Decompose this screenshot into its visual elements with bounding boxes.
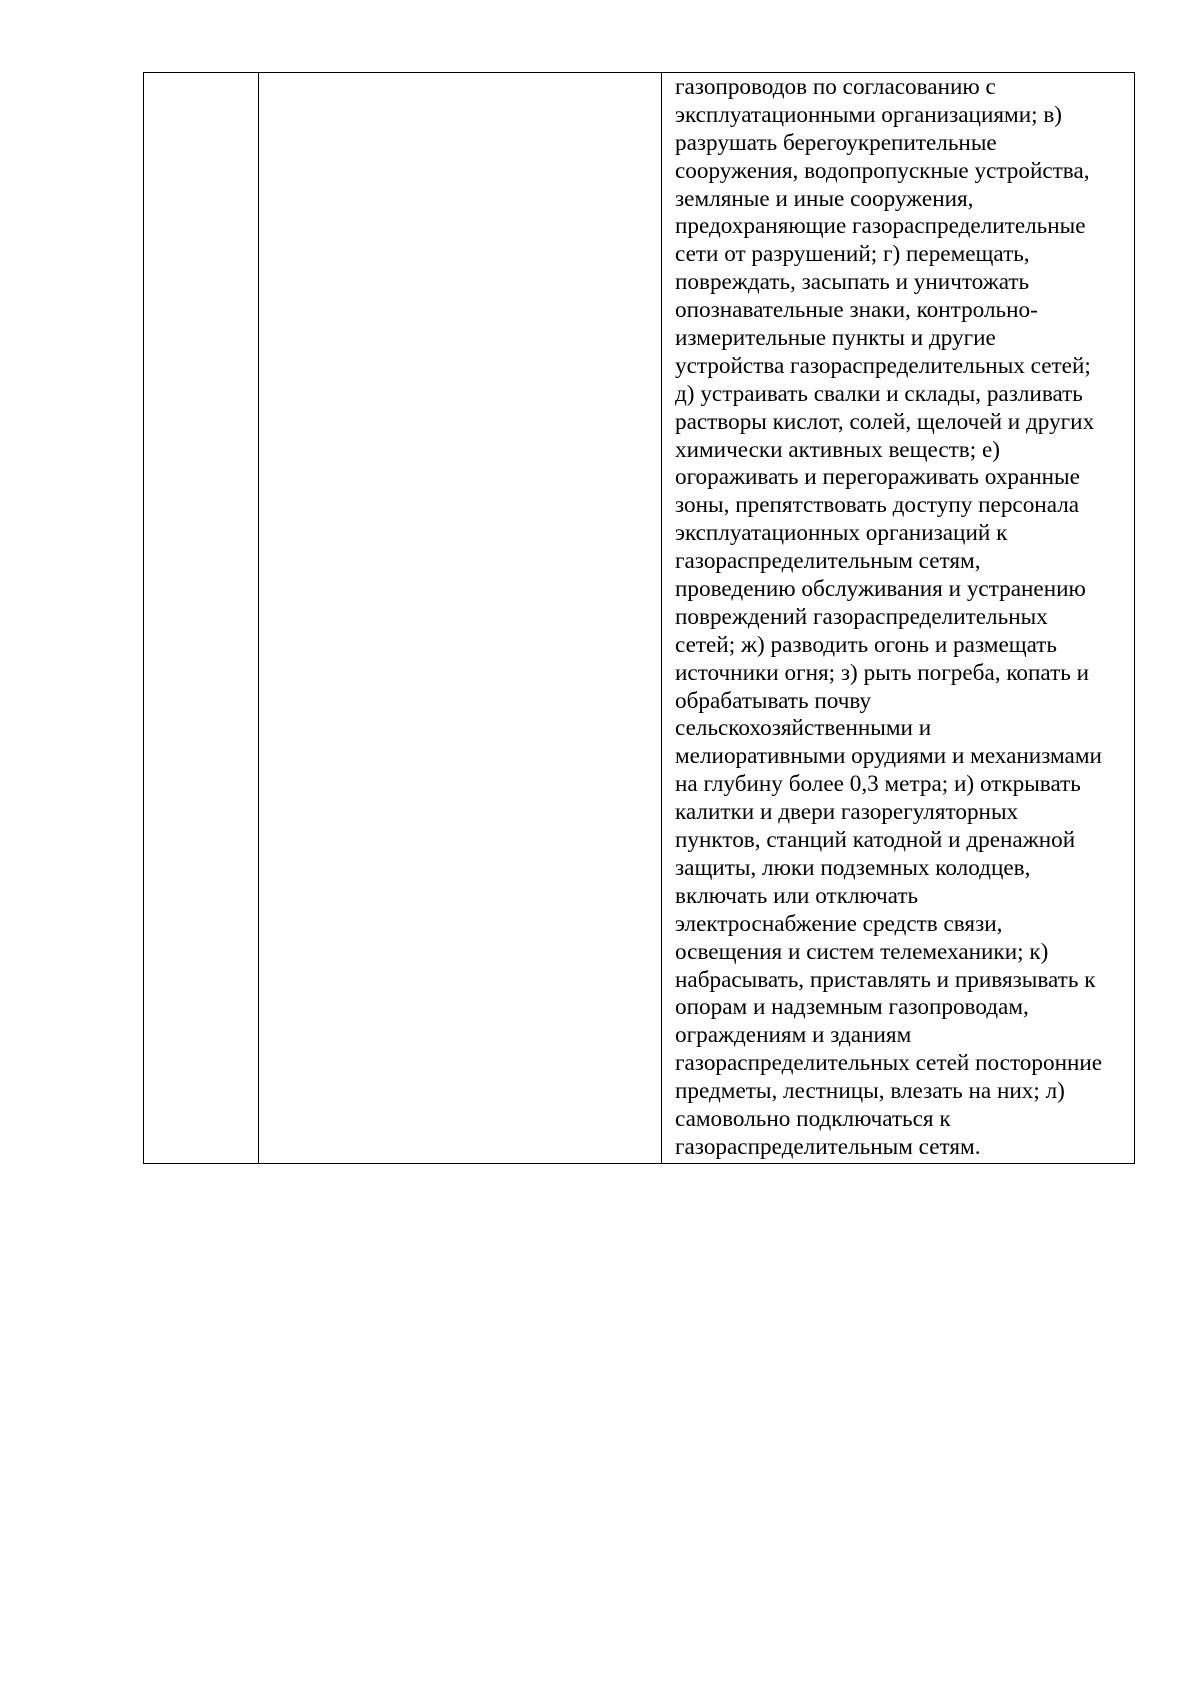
text-line: сети от разрушений; г) перемещать, bbox=[675, 241, 1030, 268]
text-line: обрабатывать почву bbox=[675, 687, 872, 714]
text-line: сетей; ж) разводить огонь и размещать bbox=[675, 631, 1057, 658]
text-line: защиты, люки подземных колодцев, bbox=[675, 854, 1031, 881]
text-line: освещения и систем телемеханики; к) bbox=[675, 938, 1049, 965]
text-line: газораспределительных сетей посторонние bbox=[675, 1050, 1103, 1077]
text-line: устройства газораспределительных сетей; bbox=[675, 352, 1091, 379]
column-divider-2 bbox=[661, 73, 662, 1163]
text-line: д) устраивать свалки и склады, разливать bbox=[675, 380, 1083, 407]
column-divider-1 bbox=[258, 73, 259, 1163]
text-line: калитки и двери газорегуляторных bbox=[675, 799, 1019, 826]
text-line: включать или отключать bbox=[675, 882, 919, 909]
text-line: измерительные пункты и другие bbox=[675, 325, 996, 352]
text-line: повреждений газораспределительных bbox=[675, 603, 1048, 630]
text-line: эксплуатационных организаций к bbox=[675, 520, 1008, 547]
text-line: мелиоративными орудиями и механизмами bbox=[675, 743, 1102, 770]
text-line: сооружения, водопропускные устройства, bbox=[675, 157, 1090, 184]
text-line: земляные и иные сооружения, bbox=[675, 185, 974, 212]
text-line: пунктов, станций катодной и дренажной bbox=[675, 827, 1076, 854]
text-line: проведению обслуживания и устранению bbox=[675, 576, 1086, 603]
text-line: самовольно подключаться к bbox=[675, 1105, 951, 1132]
text-line: газопроводов по согласованию с bbox=[675, 74, 996, 100]
text-line: предметы, лестницы, влезать на них; л) bbox=[675, 1078, 1065, 1105]
text-line: повреждать, засыпать и уничтожать bbox=[675, 269, 1030, 296]
text-line: на глубину более 0,3 метра; и) открывать bbox=[675, 771, 1081, 798]
text-line: опознавательные знаки, контрольно- bbox=[675, 297, 1038, 324]
text-line: эксплуатационными организациями; в) bbox=[675, 101, 1063, 128]
text-line: предохраняющие газораспределительные bbox=[675, 213, 1086, 240]
text-line: газораспределительным сетям. bbox=[675, 1133, 981, 1160]
text-line: электроснабжение средств связи, bbox=[675, 910, 1003, 937]
text-line: источники огня; з) рыть погреба, копать и bbox=[675, 659, 1090, 686]
text-line: растворы кислот, солей, щелочей и других bbox=[675, 408, 1095, 435]
document-table bbox=[143, 72, 1135, 1164]
text-line: ограждениям и зданиям bbox=[675, 1022, 912, 1049]
text-line: разрушать берегоукрепительные bbox=[675, 129, 997, 156]
text-line: опорам и надземным газопроводам, bbox=[675, 994, 1029, 1021]
text-line: огораживать и перегораживать охранные bbox=[675, 464, 1080, 491]
text-line: набрасывать, приставлять и привязывать к bbox=[675, 966, 1096, 993]
text-line: сельскохозяйственными и bbox=[675, 715, 932, 742]
text-line: зоны, препятствовать доступу персонала bbox=[675, 492, 1080, 519]
third-column-cell-text bbox=[675, 74, 1131, 1162]
text-line: химически активных веществ; е) bbox=[675, 436, 1000, 463]
text-line: газораспределительным сетям, bbox=[675, 548, 981, 575]
